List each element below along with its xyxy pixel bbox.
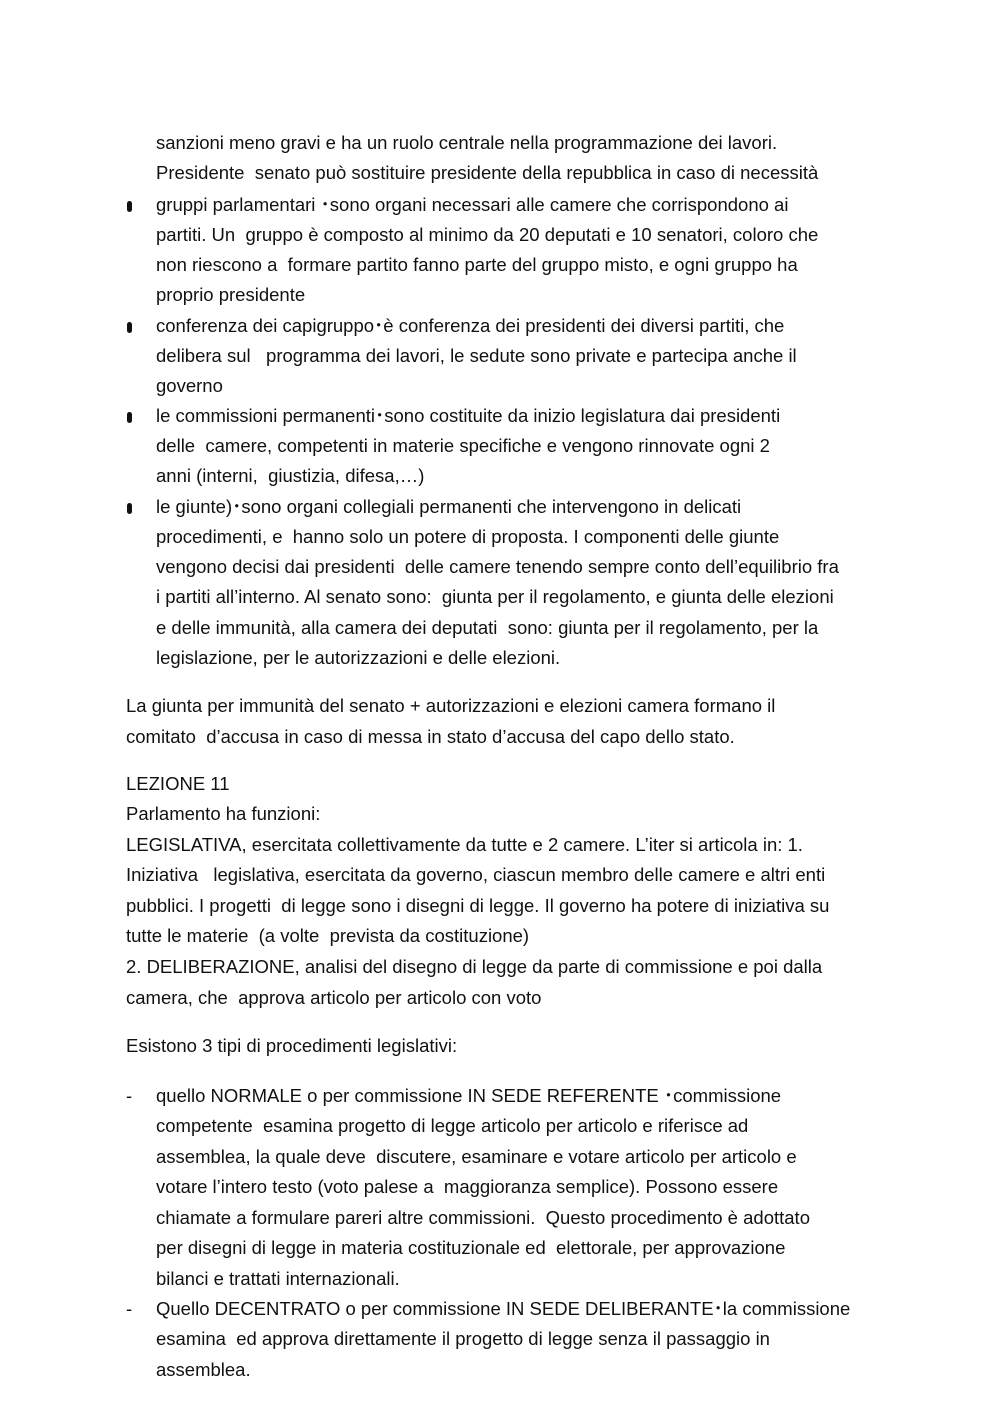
- text-line: Presidente senato può sostituire presidente della repubblica in caso di necessità: [156, 162, 819, 183]
- bullet-marker: [127, 412, 132, 423]
- text-line: non riescono a formare partito fanno parte del gruppo misto, e ogni gruppo ha: [156, 254, 798, 275]
- text-line: 2. DELIBERAZIONE, analisi del disegno di legge da parte di commissione e poi dalla: [126, 956, 823, 977]
- text-line: quello NORMALE o per commissione IN SEDE REFERENTE ･commissione: [156, 1085, 782, 1106]
- text-line: sanzioni meno gravi e ha un ruolo centrale nella programmazione dei lavori.: [156, 132, 778, 153]
- text-line: La giunta per immunità del senato + autorizzazioni e elezioni camera formano il: [126, 695, 776, 716]
- text-line: anni (interni, giustizia, difesa,…): [156, 465, 425, 486]
- text-line: legislazione, per le autorizzazioni e delle elezioni.: [156, 647, 561, 668]
- text-line: partiti. Un gruppo è composto al minimo da 20 deputati e 10 senatori, coloro che: [156, 224, 819, 245]
- text-line: esamina ed approva direttamente il progetto di legge senza il passaggio in: [156, 1328, 770, 1349]
- text-line: gruppi parlamentari ･sono organi necessari alle camere che corrispondono ai: [156, 194, 789, 215]
- text-line: Iniziativa legislativa, esercitata da governo, ciascun membro delle camere e altri enti: [126, 864, 826, 885]
- text-line: Esistono 3 tipi di procedimenti legislativi:: [126, 1035, 458, 1056]
- text-line: conferenza dei capigruppo･è conferenza dei presidenti dei diversi partiti, che: [156, 315, 785, 336]
- text-line: governo: [156, 375, 223, 396]
- text-line: assemblea, la quale deve discutere, esaminare e votare articolo per articolo e: [156, 1146, 797, 1167]
- text-line: competente esamina progetto di legge articolo per articolo e riferisce ad: [156, 1115, 749, 1136]
- text-line: bilanci e trattati internazionali.: [156, 1268, 400, 1289]
- text-line: votare l’intero testo (voto palese a maggioranza semplice). Possono essere: [156, 1176, 779, 1197]
- text-line: e delle immunità, alla camera dei deputati sono: giunta per il regolamento, per la: [156, 617, 819, 638]
- dash-marker: -: [126, 1085, 133, 1106]
- bullet-marker: [127, 322, 132, 333]
- text-line: Parlamento ha funzioni:: [126, 803, 321, 824]
- text-line: delibera sul programma dei lavori, le sedute sono private e partecipa anche il: [156, 345, 797, 366]
- text-line: pubblici. I progetti di legge sono i disegni di legge. Il governo ha potere di iniziativa su: [126, 895, 830, 916]
- text-line: delle camere, competenti in materie specifiche e vengono rinnovate ogni 2: [156, 435, 770, 456]
- dash-marker: -: [126, 1298, 133, 1319]
- text-line: per disegni di legge in materia costituzionale ed elettorale, per approvazione: [156, 1237, 786, 1258]
- text-line: comitato d’accusa in caso di messa in stato d’accusa del capo dello stato.: [126, 726, 735, 747]
- bullet-marker: [127, 201, 132, 212]
- text-line: le giunte)･sono organi collegiali permanenti che intervengono in delicati: [156, 496, 742, 517]
- text-line: camera, che approva articolo per articolo con voto: [126, 987, 542, 1008]
- text-line: vengono decisi dai presidenti delle camere tenendo sempre conto dell’equilibrio fra: [156, 556, 839, 577]
- text-line: le commissioni permanenti･sono costituite da inizio legislatura dai presidenti: [156, 405, 781, 426]
- text-line: LEGISLATIVA, esercitata collettivamente da tutte e 2 camere. L’iter si articola in: 1.: [126, 834, 803, 855]
- bullet-marker: [127, 503, 132, 514]
- text-line: proprio presidente: [156, 284, 306, 305]
- text-line: tutte le materie (a volte prevista da costituzione): [126, 925, 530, 946]
- text-line: Quello DECENTRATO o per commissione IN SEDE DELIBERANTE･la commissione: [156, 1298, 851, 1319]
- text-line: assemblea.: [156, 1359, 251, 1380]
- text-line: procedimenti, e hanno solo un potere di proposta. I componenti delle giunte: [156, 526, 780, 547]
- text-line: i partiti all’interno. Al senato sono: giunta per il regolamento, e giunta delle elezioni: [156, 586, 834, 607]
- text-line: chiamate a formulare pareri altre commissioni. Questo procedimento è adottato: [156, 1207, 810, 1228]
- section-heading: LEZIONE 11: [126, 773, 230, 794]
